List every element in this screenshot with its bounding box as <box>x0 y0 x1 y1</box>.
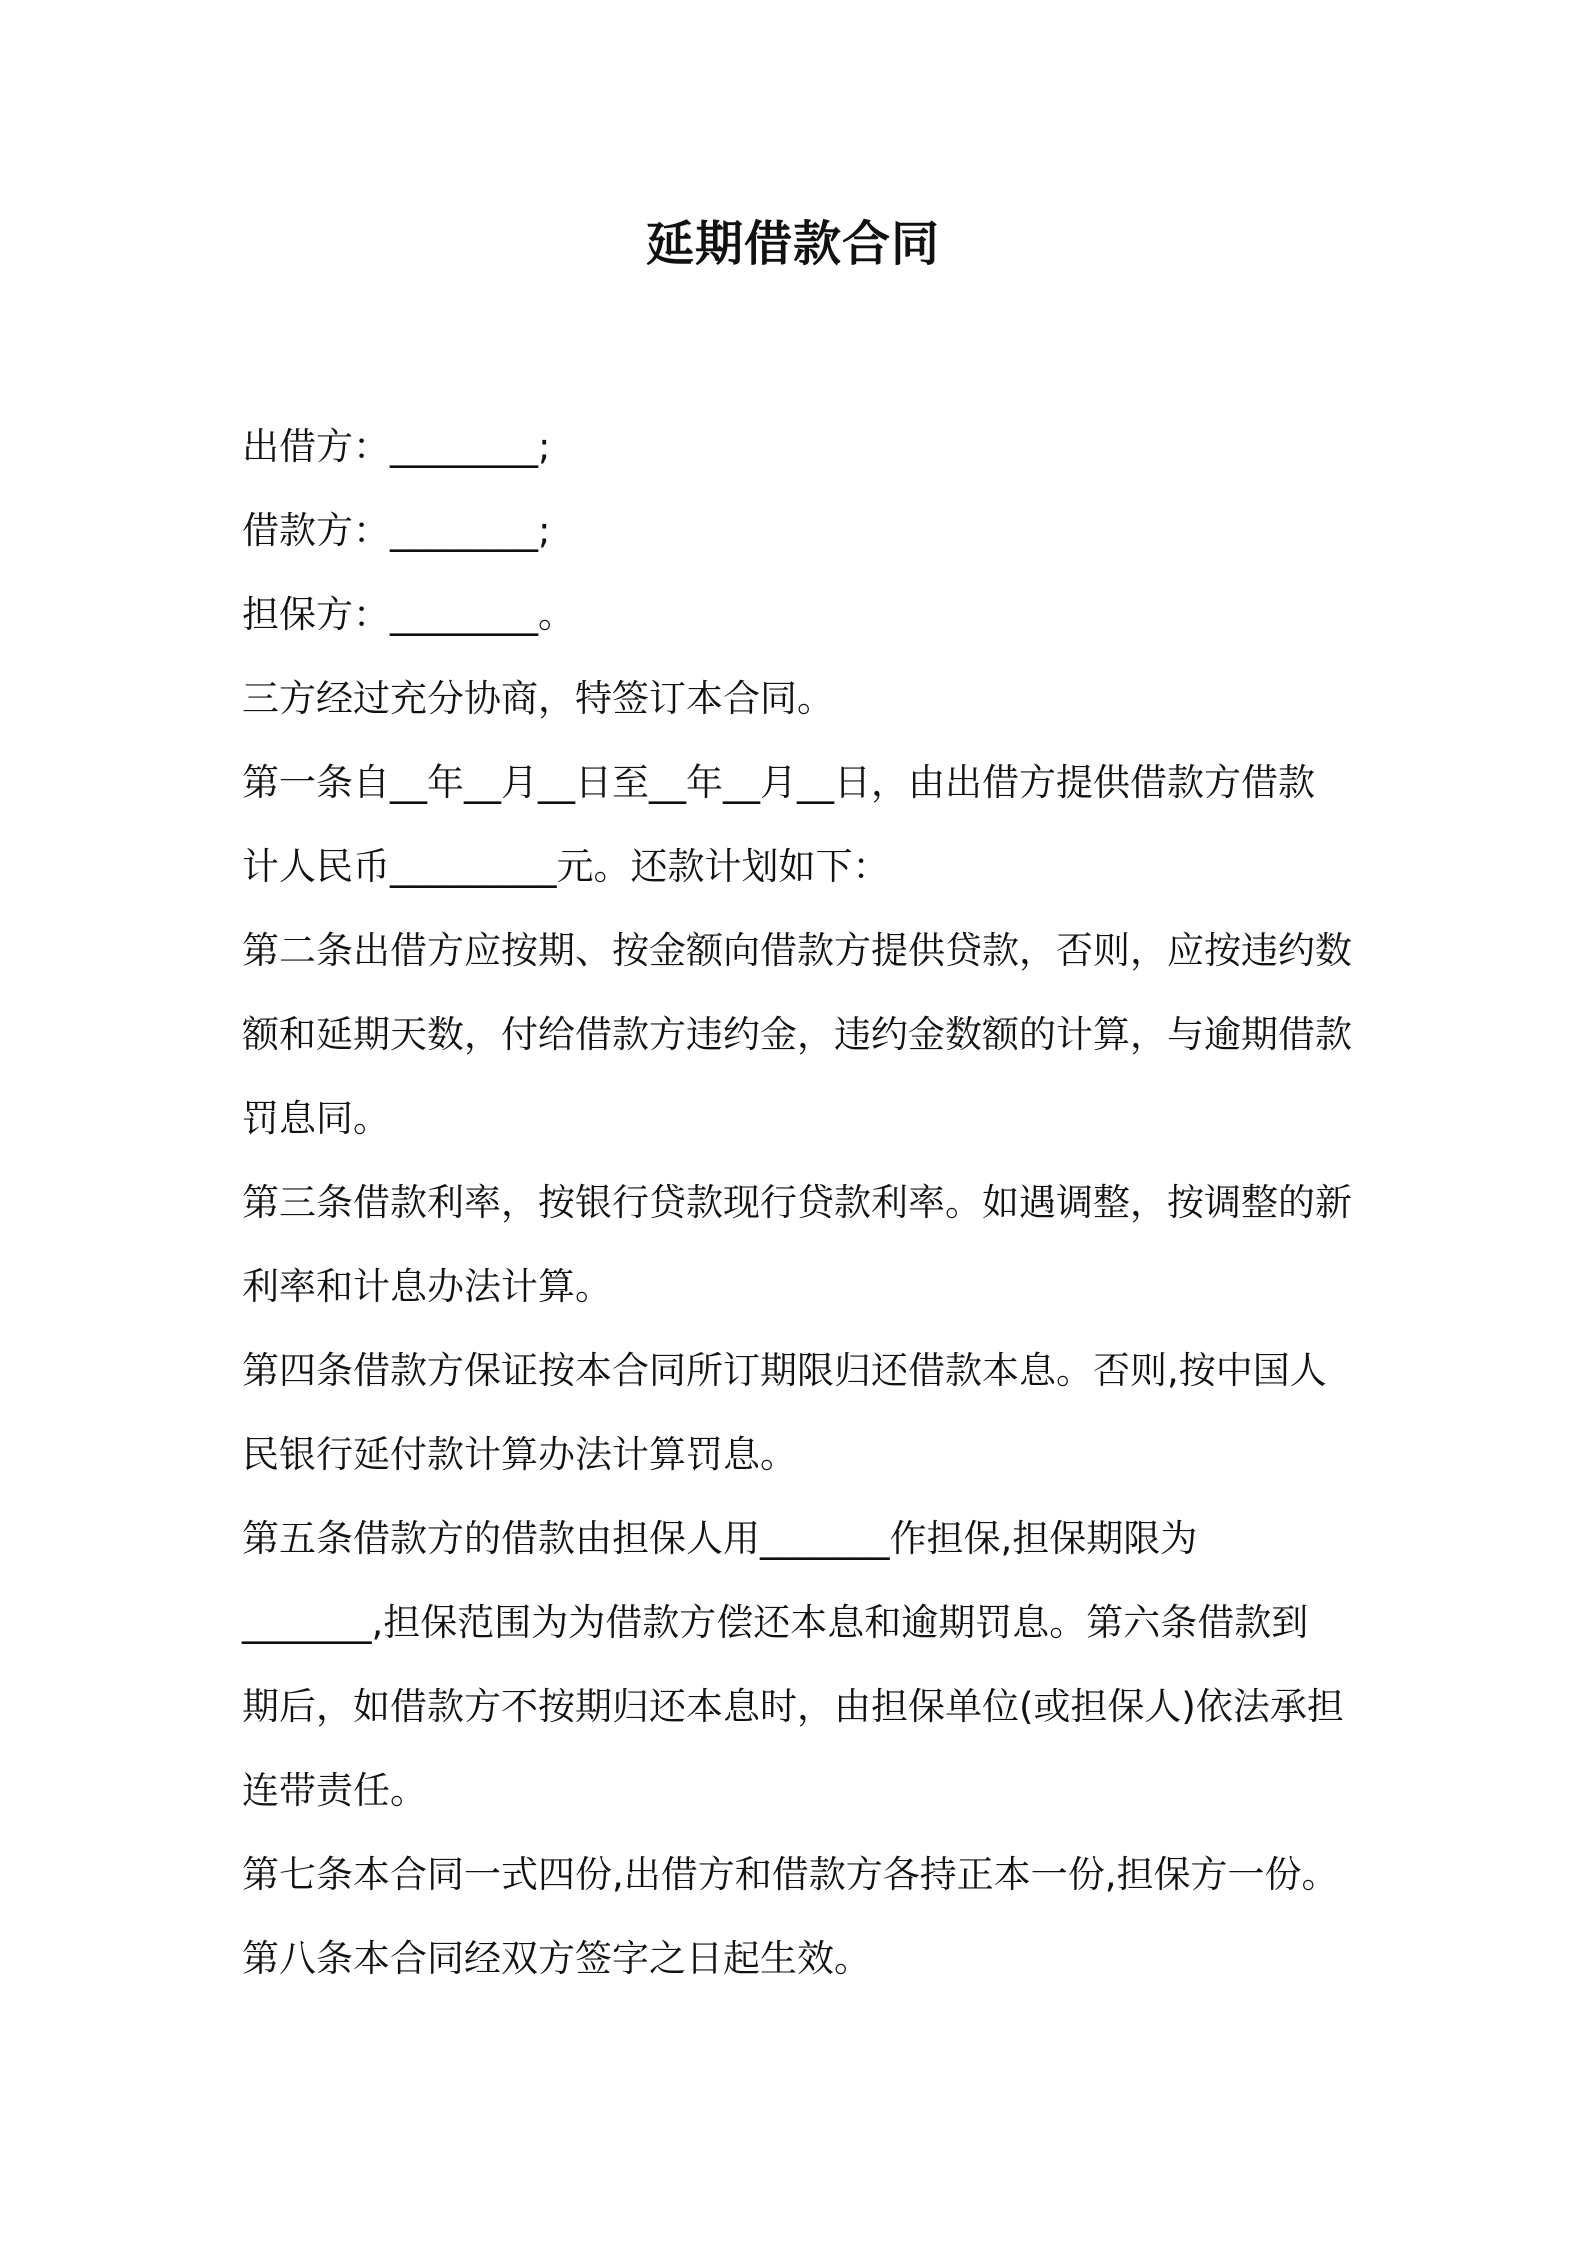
text-line: 连带责任。 <box>242 1769 427 1812</box>
text-line: 第二条出借方应按期、按金额向借款方提供贷款，否则，应按违约数 <box>242 929 1352 972</box>
text-line: 额和延期天数，付给借款方违约金，违约金数额的计算，与逾期借款 <box>242 1013 1352 1056</box>
text-line: 担保方：________。 <box>242 593 575 636</box>
text-line: 第四条借款方保证按本合同所订期限归还借款本息。否则,按中国人 <box>242 1349 1327 1392</box>
text-line: 罚息同。 <box>242 1097 390 1140</box>
text-line: 民银行延付款计算办法计算罚息。 <box>242 1433 797 1476</box>
document-title: 延期借款合同 <box>645 216 940 272</box>
text-line: 第三条借款利率，按银行贷款现行贷款利率。如遇调整，按调整的新 <box>242 1181 1352 1224</box>
text-line: 第八条本合同经双方签字之日起生效。 <box>242 1937 871 1980</box>
text-line: 利率和计息办法计算。 <box>242 1265 612 1308</box>
document-body <box>242 405 1372 2001</box>
text-line: 第一条自__年__月__日至__年__月__日，由出借方提供借款方借款 <box>242 761 1315 804</box>
text-line: 借款方：________; <box>242 509 551 552</box>
text-line: 出借方：________; <box>242 425 551 468</box>
text-line: 三方经过充分协商，特签订本合同。 <box>242 677 834 720</box>
text-line: 第五条借款方的借款由担保人用_______作担保,担保期限为 <box>242 1517 1198 1560</box>
text-line: 第七条本合同一式四份,出借方和借款方各持正本一份,担保方一份。 <box>242 1853 1339 1896</box>
text-line: 计人民币_________元。还款计划如下： <box>242 845 890 888</box>
text-line: 期后，如借款方不按期归还本息时，由担保单位(或担保人)依法承担 <box>242 1685 1344 1728</box>
text-line: _______,担保范围为为借款方偿还本息和逾期罚息。第六条借款到 <box>242 1601 1309 1644</box>
